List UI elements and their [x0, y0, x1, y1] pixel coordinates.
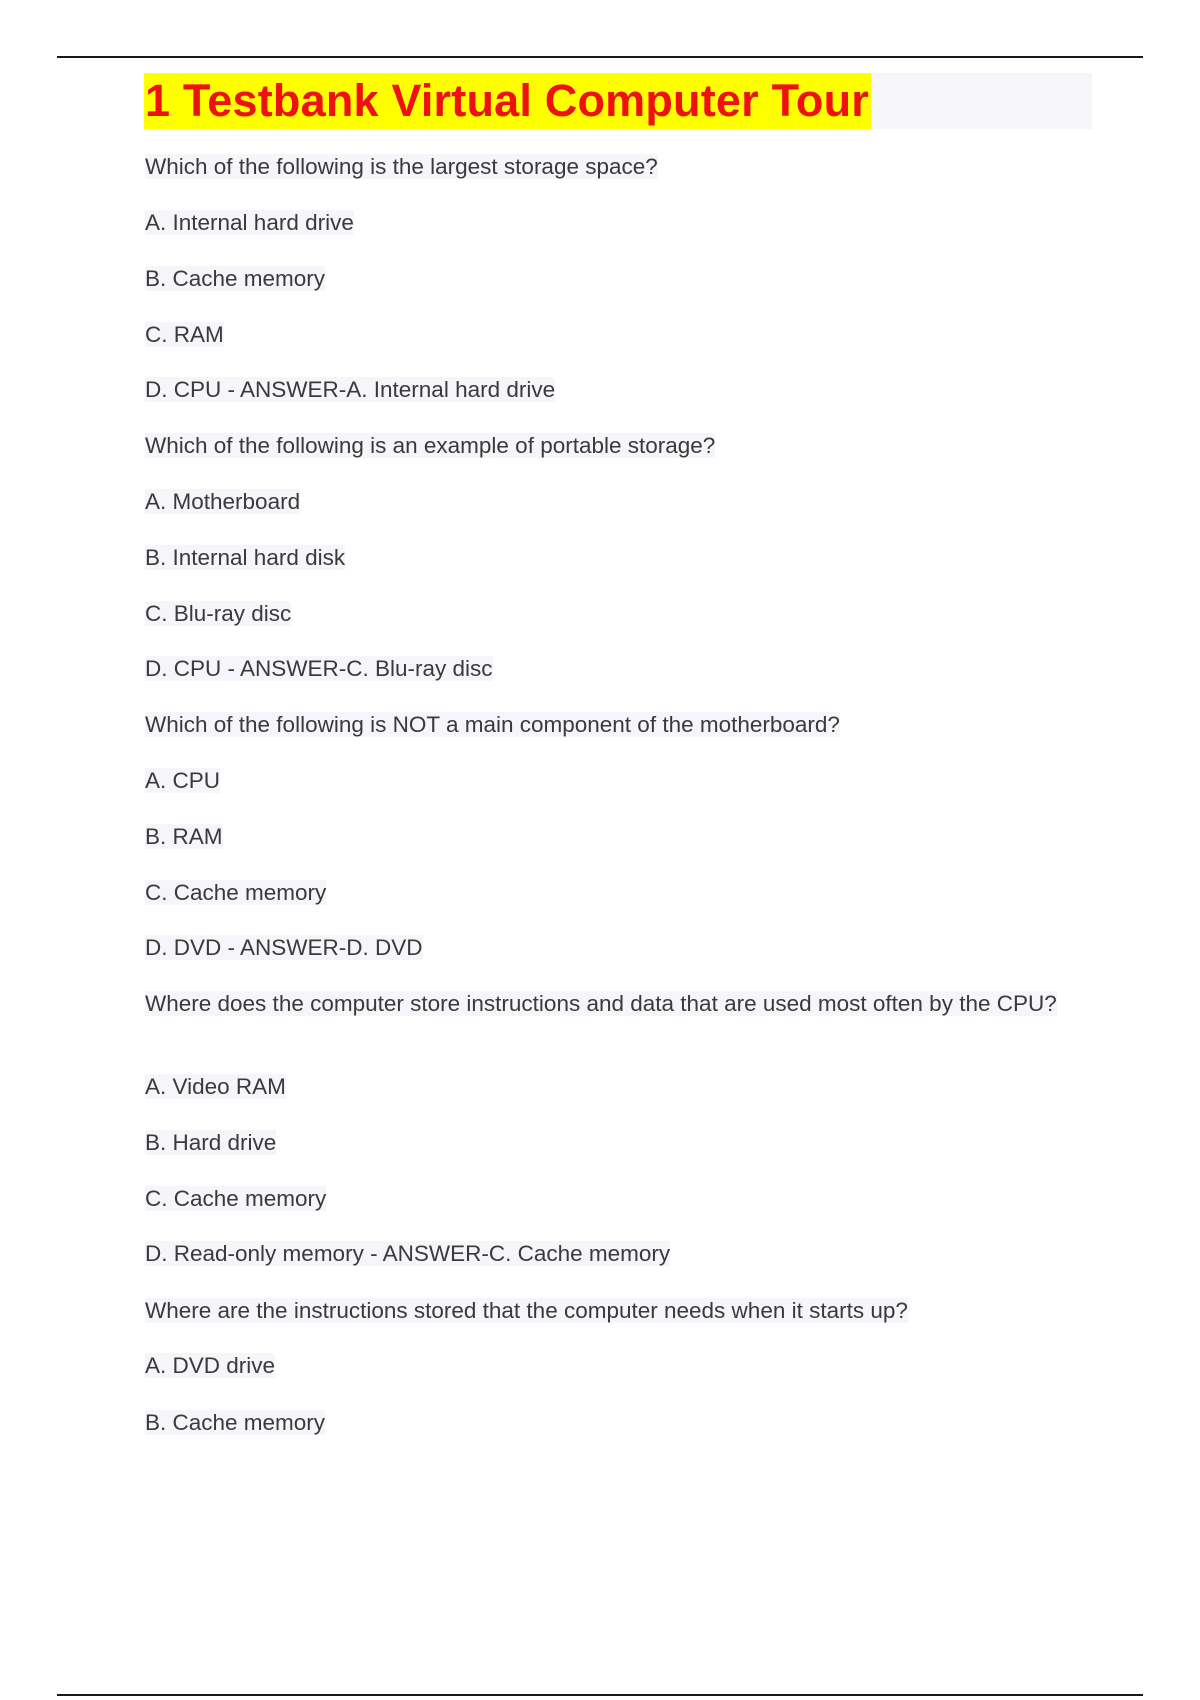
- option-3a: A. CPU: [145, 768, 221, 793]
- option-4b: B. Hard drive: [145, 1130, 277, 1155]
- top-divider: [57, 56, 1143, 58]
- option-3d-answer: D. DVD - ANSWER-D. DVD: [145, 935, 423, 960]
- option-1d-answer: D. CPU - ANSWER-A. Internal hard drive: [145, 377, 556, 402]
- title-band: [144, 73, 1092, 129]
- option-3b: B. RAM: [145, 824, 223, 849]
- question-2: Which of the following is an example of portable storage?: [145, 433, 716, 458]
- option-2a: A. Motherboard: [145, 489, 301, 514]
- option-4d-answer: D. Read-only memory - ANSWER-C. Cache memory: [145, 1241, 671, 1266]
- option-2d-answer: D. CPU - ANSWER-C. Blu-ray disc: [145, 656, 493, 681]
- option-5a: A. DVD drive: [145, 1353, 276, 1378]
- option-4c: C. Cache memory: [145, 1186, 327, 1211]
- option-1a: A. Internal hard drive: [145, 210, 354, 235]
- question-3: Which of the following is NOT a main component of the motherboard?: [145, 712, 840, 737]
- question-4: Where does the computer store instructions and data that are used most often by the CPU?: [145, 991, 1057, 1016]
- option-4a: A. Video RAM: [145, 1074, 286, 1099]
- option-1b: B. Cache memory: [145, 266, 326, 291]
- question-5: Where are the instructions stored that the computer needs when it starts up?: [145, 1298, 908, 1323]
- question-1: Which of the following is the largest storage space?: [145, 154, 658, 179]
- option-1c: C. RAM: [145, 322, 224, 347]
- document-title: 1 Testbank Virtual Computer Tour: [144, 73, 871, 129]
- option-5b: B. Cache memory: [145, 1410, 326, 1435]
- bottom-divider: [57, 1694, 1143, 1696]
- option-3c: C. Cache memory: [145, 880, 327, 905]
- option-2b: B. Internal hard disk: [145, 545, 346, 570]
- option-2c: C. Blu-ray disc: [145, 601, 292, 626]
